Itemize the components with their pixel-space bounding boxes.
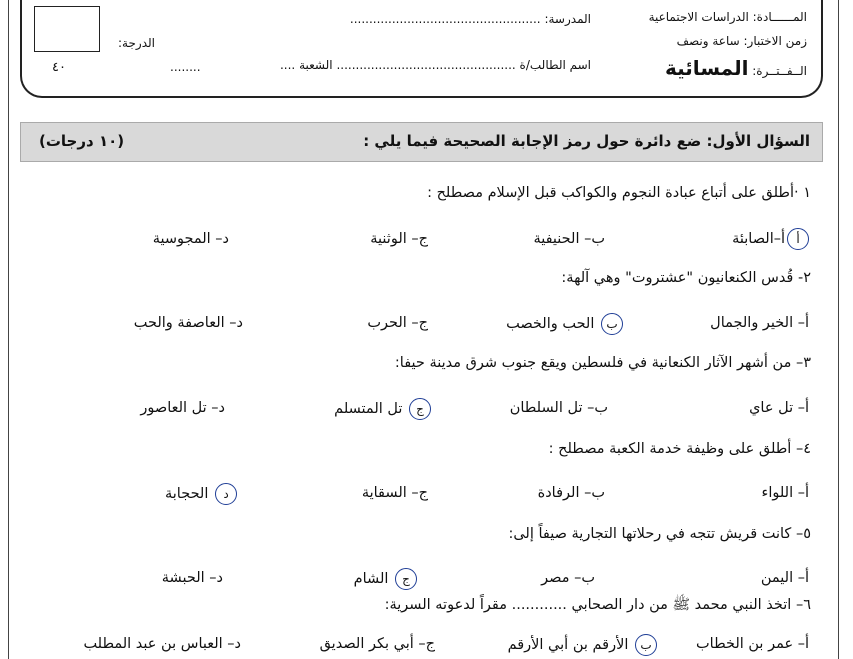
period-value: المسائية [665,56,749,80]
q1-option-a-text: الصابئة [732,231,774,247]
q4-option-d-text: الحجابة [164,486,209,502]
q6-option-d[interactable]: د– العباس بن عبد المطلب [83,636,241,652]
student-label: اسم الطالب/ة [519,58,591,72]
q6-option-b[interactable] [508,634,657,656]
question-2: ٢- قُدس الكنعانيون "عشتروت" وهي آلهة: [561,270,811,286]
q5-option-b[interactable]: ب– مصر [541,570,595,586]
q3-option-c-text: تل المتسلم [334,401,403,417]
duration-line: زمن الاختبار: ساعة ونصف [676,34,807,48]
period-line [665,56,807,80]
q3-option-a[interactable]: أ– تل عاي [749,400,809,416]
q4-option-b[interactable]: ب– الرفادة [537,485,605,501]
q1-option-a[interactable] [732,228,809,250]
q5-option-d[interactable]: د– الحبشة [161,570,223,586]
answer-circle-icon: ب [601,313,623,335]
q1-option-a-letter: أ– [773,231,785,247]
answer-circle-icon: د [215,483,237,505]
school-line [350,12,591,26]
section-label: الشعبة [299,58,333,72]
q2-option-a[interactable]: أ– الخير والجمال [710,315,809,331]
total-marks: ٤٠ [52,60,66,75]
answer-circle-icon: ب [635,634,657,656]
q6-option-c[interactable]: ج– أبي بكر الصديق [319,636,435,652]
section-marks: (١٠ درجات) [39,132,125,150]
q4-option-c[interactable]: ج– السقاية [361,485,428,501]
exam-header [20,0,823,98]
student-field[interactable]: ............................................... [336,58,516,72]
section-field[interactable]: .... [279,58,296,72]
grade-box[interactable] [34,6,100,52]
question-1: ١ ‧أطلق على أتباع عبادة النجوم والكواكب قبل الإسلام مصطلح : [427,185,811,201]
q5-option-a[interactable]: أ– اليمن [760,570,809,586]
extra-dots: ........ [170,60,201,74]
student-line [280,58,591,72]
q1-option-d[interactable]: د– المجوسية [152,231,229,247]
question-4: ٤– أطلق على وظيفة خدمة الكعبة مصطلح : [548,441,811,457]
period-label: الــفــتــرة: [752,64,807,78]
q1-option-c[interactable]: ج– الوثنية [370,231,428,247]
q6-option-a[interactable]: أ– عمر بن الخطاب [696,636,809,652]
section-title: السؤال الأول: ضع دائرة حول رمز الإجابة الصحيحة فيما يلي : [363,132,810,150]
subject-line: المــــــادة: الدراسات الاجتماعية [648,10,807,24]
school-field[interactable]: .................................................. [349,12,541,26]
answer-circle-icon: ج [395,568,417,590]
q3-option-b[interactable]: ب– تل السلطان [509,400,608,416]
question-section-bar [20,122,823,162]
q3-option-c[interactable] [334,398,431,420]
answer-circle-icon: ج [409,398,431,420]
q1-option-b[interactable]: ب– الحنيفية [533,231,605,247]
q5-option-c[interactable] [354,568,417,590]
q2-option-d[interactable]: د– العاصفة والحب [133,315,243,331]
question-5: ٥– كانت قريش تتجه في رحلاتها التجارية صيفاً إلى: [508,526,811,542]
q2-option-c[interactable]: ج– الحرب [367,315,428,331]
q6-option-b-text: الأرقم بن أبي الأرقم [507,637,629,653]
q4-option-a[interactable]: أ– اللواء [761,485,809,501]
school-label: المدرسة: [544,12,591,26]
question-6: ٦– اتخذ النبي محمد ﷺ من دار الصحابي ............ مقراً لدعوته السرية: [384,597,811,613]
grade-label: الدرجة: [118,36,155,50]
q2-option-b[interactable] [506,313,623,335]
q3-option-d[interactable]: د– تل العاصور [140,400,225,416]
q2-option-b-text: الحب والخصب [506,316,595,332]
answer-circle-icon: أ [787,228,809,250]
q5-option-c-text: الشام [353,571,389,587]
question-3: ٣– من أشهر الآثار الكنعانية في فلسطين ويقع جنوب شرق مدينة حيفا: [394,355,811,371]
q4-option-d[interactable] [165,483,237,505]
